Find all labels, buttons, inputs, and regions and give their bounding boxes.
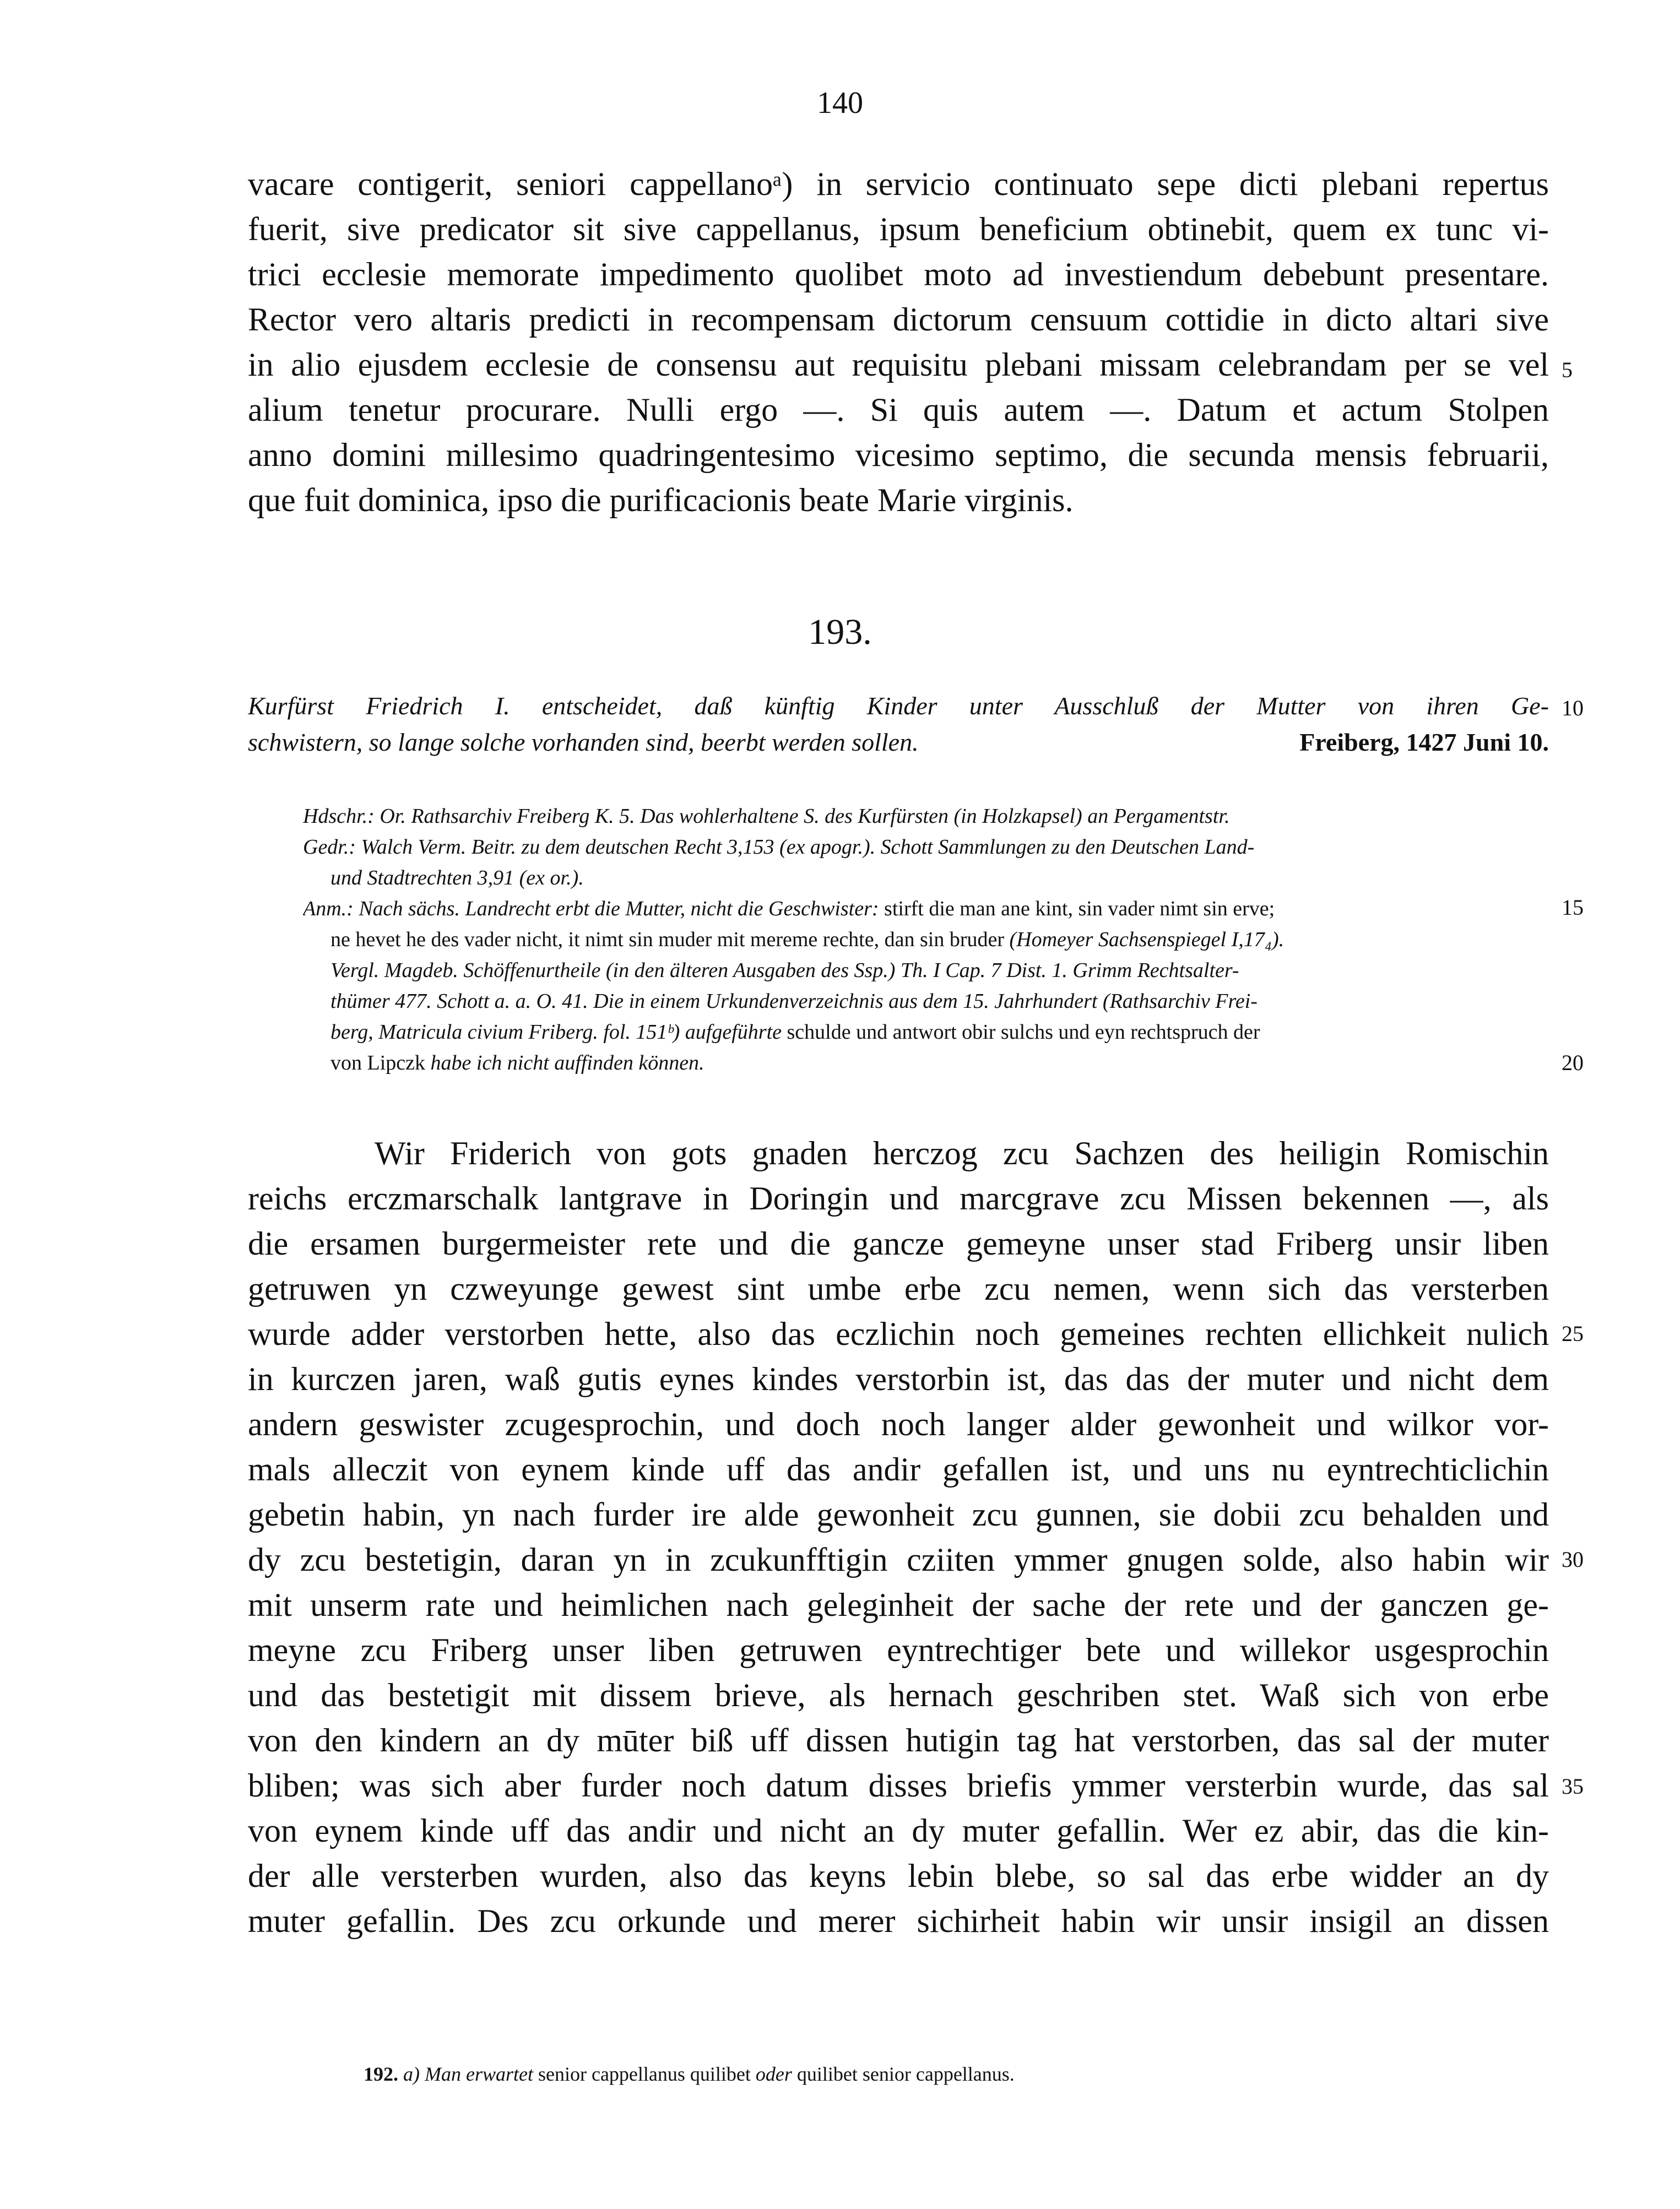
text-line: der alle versterben wurden, also das keyns lebin blebe, so sal das erbe widder an dy <box>248 1858 1549 1894</box>
text-line: andern geswister zcugesprochin, und doch noch langer alder gewonheit und wilkor vor- <box>248 1406 1549 1442</box>
note-label: Anm.: <box>303 897 354 920</box>
footnote-doc-number: 192. <box>364 2063 398 2085</box>
text-line: dy zcu bestetigin, daran yn in zcukunfftigin cziiten ymmer gnugen solde, also habin wir <box>248 1542 1549 1578</box>
place-date: Freiberg, 1427 Juni 10. <box>1299 728 1549 756</box>
footnote-text: quilibet senior cappellanus. <box>792 2063 1015 2085</box>
summary-line <box>248 728 1549 757</box>
text-line: Wir Friderich von gots gnaden herczog zcu Sachzen des heiligin Romischin <box>375 1135 1549 1171</box>
note-quote: ne hevet he des vader nicht, it nimt sin muder mit mereme rechte, dan sin bruder <box>330 928 1004 951</box>
manuscript-note <box>303 804 1549 828</box>
footnote-text: oder <box>750 2063 792 2085</box>
line-number-20: 20 <box>1562 1050 1584 1075</box>
text-line: trici ecclesie memorate impedimento quolibet moto ad investiendum debebunt presentare. <box>248 256 1549 292</box>
document-number: 193. <box>808 612 872 652</box>
note-ref: habe ich nicht auffinden können. <box>425 1051 704 1074</box>
text-line: in kurczen jaren, waß gutis eynes kindes verstorbin ist, das das der muter und nicht dem <box>248 1361 1549 1397</box>
note-text: Nach sächs. Landrecht erbt die Mutter, nicht die Geschwister: <box>353 897 879 920</box>
text-line: von den kindern an dy mūter biß uff dissen hutigin tag hat verstorben, das sal der muter <box>248 1722 1549 1758</box>
note-quote: stirft die man ane kint, sin vader nimt sin erve; <box>879 897 1275 920</box>
line-number-15: 15 <box>1562 895 1584 920</box>
text-line: Rector vero altaris predicti in recompensam dictorum censuum cottidie in dicto altari sive <box>248 301 1549 338</box>
annotation-note-cont <box>330 1020 1549 1044</box>
print-note <box>303 835 1549 859</box>
line-number-35: 35 <box>1562 1774 1584 1799</box>
text-line: reichs erczmarschalk lantgrave in Doringin und marcgrave zcu Missen bekennen —, als <box>248 1180 1549 1217</box>
line-number-10: 10 <box>1562 696 1584 720</box>
note-quote: schulde und antwort obir sulchs und eyn rechtspruch der <box>782 1021 1260 1044</box>
text-line: mals alleczit von eynem kinde uff das andir gefallen ist, und uns nu eyntrechticlichin <box>248 1451 1549 1488</box>
text-line: alium tenetur procurare. Nulli ergo —. Si quis autem —. Datum et actum Stolpen <box>248 392 1549 428</box>
text-line: fuerit, sive predicator sit sive cappellanus, ipsum beneficium obtinebit, quem ex tunc vi- <box>248 211 1549 247</box>
annotation-note-cont <box>330 927 1549 952</box>
text-line: que fuit dominica, ipso die purificacionis beate Marie virginis. <box>248 482 1074 518</box>
annotation-note-cont <box>330 1051 1549 1075</box>
note-ref: berg, Matricula civium Friberg. fol. 151ᵇ) aufgeführte <box>330 1021 782 1044</box>
page-number: 140 <box>817 86 863 120</box>
annotation-note <box>303 897 1549 921</box>
text-line: mit unserm rate und heimlichen nach geleginheit der sache der rete und der ganczen ge- <box>248 1587 1549 1623</box>
summary-line: Kurfürst Friedrich I. entscheidet, daß künftig Kinder unter Ausschluß der Mutter von ihren Ge- <box>248 692 1549 720</box>
text-line: in alio ejusdem ecclesie de consensu aut requisitu plebani missam celebrandam per se vel <box>248 346 1549 383</box>
text-line: von eynem kinde uff das andir und nicht an dy muter gefallin. Wer ez abir, das die kin- <box>248 1812 1549 1849</box>
note-label: Hdschr.: <box>303 805 375 828</box>
text-line: meyne zcu Friberg unser liben getruwen eyntrechtiger bete und willekor usgesprochin <box>248 1632 1549 1668</box>
text-line: vacare contigerit, seniori cappellanoᵃ) in servicio continuato sepe dicti plebani repertus <box>248 166 1549 202</box>
note-text: Or. Rathsarchiv Freiberg K. 5. Das wohlerhaltene S. des Kurfürsten (in Holzkapsel) an Pergamentstr. <box>374 805 1230 828</box>
footnote-marker: a) <box>398 2063 420 2085</box>
text-line: anno domini millesimo quadringentesimo vicesimo septimo, die secunda mensis februarii, <box>248 437 1549 473</box>
summary-text: schwistern, so lange solche vorhanden sind, beerbt werden sollen. <box>248 728 919 756</box>
text-line: getruwen yn czweyunge gewest sint umbe erbe zcu nemen, wenn sich das versterben <box>248 1271 1549 1307</box>
line-number-5: 5 <box>1562 357 1573 382</box>
text-line: bliben; was sich aber furder noch datum disses briefis ymmer versterbin wurde, das sal <box>248 1767 1549 1804</box>
text-line: wurde adder verstorben hette, also das eczlichin noch gemeines rechten ellichkeit nulich <box>248 1316 1549 1352</box>
note-quote: von Lipczk <box>330 1051 426 1074</box>
footnote-text: Man erwartet <box>420 2063 533 2085</box>
line-number-25: 25 <box>1562 1321 1584 1346</box>
text-line: gebetin habin, yn nach furder ire alde gewonheit zcu gunnen, sie dobii zcu behalden und <box>248 1496 1549 1533</box>
note-label: Gedr.: <box>303 835 356 859</box>
text-line: und das bestetigit mit dissem brieve, als hernach geschriben stet. Waß sich von erbe <box>248 1677 1549 1713</box>
line-number-30: 30 <box>1562 1547 1584 1572</box>
annotation-note-cont: Vergl. Magdeb. Schöffenurtheile (in den älteren Ausgaben des Ssp.) Th. I Cap. 7 Dist. 1. Grimm Rechtsalter- <box>330 959 1239 982</box>
text-line: die ersamen burgermeister rete und die gancze gemeyne unser stad Friberg unsir liben <box>248 1225 1549 1262</box>
annotation-note-cont: thümer 477. Schott a. a. O. 41. Die in einem Urkundenverzeichnis aus dem 15. Jahrhundert (Rathsarchiv Frei- <box>330 990 1258 1013</box>
text-line: muter gefallin. Des zcu orkunde und merer sichirheit habin wir unsir insigil an dissen <box>248 1903 1549 1939</box>
note-ref: (Homeyer Sachsenspiegel I,17₄). <box>1004 928 1285 951</box>
footnote-text: senior cappellanus quilibet <box>533 2063 751 2085</box>
footnote <box>364 2063 1015 2086</box>
print-note-cont: und Stadtrechten 3,91 (ex or.). <box>330 866 584 889</box>
note-text: Walch Verm. Beitr. zu dem deutschen Recht 3,153 (ex apogr.). Schott Sammlungen zu den Deutschen Land- <box>356 835 1255 859</box>
